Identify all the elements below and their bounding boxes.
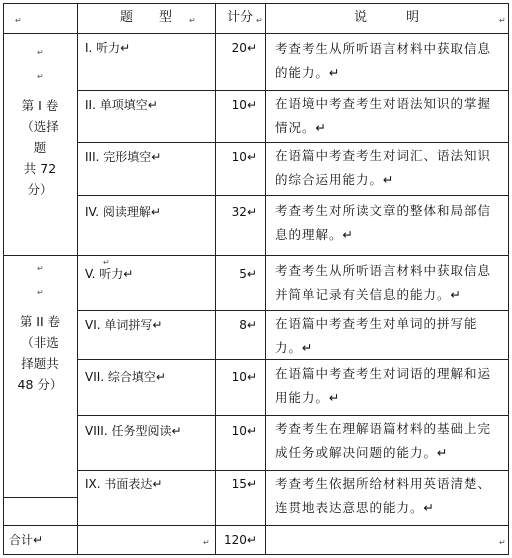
row-6-score: 8↵ bbox=[239, 318, 257, 332]
row-4-score: 32↵ bbox=[231, 205, 257, 219]
total-score: 120↵ bbox=[224, 533, 257, 547]
return-mark: ↵ bbox=[15, 16, 22, 25]
row-5-score: 5↵ bbox=[239, 267, 257, 281]
section-1-line-1: 第 I 卷 bbox=[21, 98, 59, 113]
section-2-line-1: 第 II 卷 bbox=[19, 314, 61, 329]
header-description: 说 明 bbox=[353, 10, 419, 25]
row-7-type: VII. 综合填空↵ bbox=[85, 370, 166, 384]
row-9-description: 考查考生依据所给材料用英语清楚、连贯地表达意思的能力。↵ bbox=[275, 476, 492, 515]
section-2-label bbox=[3, 311, 77, 395]
return-mark: ↵ bbox=[499, 16, 506, 25]
row-3-description: 在语篇中考查考生对词汇、语法知识的综合运用能力。↵ bbox=[275, 148, 492, 187]
section-1-line-2: （选择 bbox=[21, 119, 59, 134]
return-mark: ↵ bbox=[256, 16, 263, 25]
row-8-score: 10↵ bbox=[231, 424, 257, 438]
row-1-type: I. 听力↵ bbox=[85, 41, 131, 55]
section-2-line-2: （非选 bbox=[21, 335, 59, 350]
row-5-type: V. 听力↵ bbox=[85, 267, 134, 281]
row-1-description: 考查考生从所听语言材料中获取信息的能力。↵ bbox=[275, 41, 492, 80]
row-3-score: 10↵ bbox=[231, 150, 257, 164]
row-6-type: VI. 单词拼写↵ bbox=[85, 318, 163, 332]
row-1-score: 20↵ bbox=[231, 41, 257, 55]
row-4-type: IV. 阅读理解↵ bbox=[85, 205, 161, 219]
row-9-score: 15↵ bbox=[231, 477, 257, 491]
row-8-description: 考查考生在理解语篇材料的基础上完成任务或解决问题的能力。↵ bbox=[275, 421, 492, 460]
row-5-description: 考查考生从所听语言材料中获取信息并简单记录有关信息的能力。↵ bbox=[275, 263, 492, 302]
row-6-description: 在语篇中考查考生对单词的拼写能力。↵ bbox=[275, 316, 478, 355]
return-mark: ↵ bbox=[189, 16, 196, 25]
return-mark: ↵ bbox=[37, 72, 44, 81]
row-8-type: VIII. 任务型阅读↵ bbox=[85, 424, 182, 438]
header-type: 题 型 bbox=[119, 10, 172, 25]
row-9-type: IX. 书面表达↵ bbox=[85, 477, 163, 491]
row-2-type: II. 单项填空↵ bbox=[85, 98, 158, 112]
section-1-line-4: 共 72 bbox=[23, 161, 57, 176]
row-2-score: 10↵ bbox=[231, 98, 257, 112]
row-3-type: III. 完形填空↵ bbox=[85, 150, 162, 164]
section-2-line-4: 48 分） bbox=[17, 377, 63, 392]
section-2-line-3: 择题共 bbox=[21, 356, 59, 371]
return-mark: ↵ bbox=[37, 288, 44, 297]
total-label: 合计↵ bbox=[9, 533, 44, 547]
row-4-description: 考查考生对所读文章的整体和局部信息的理解。↵ bbox=[275, 203, 492, 242]
return-mark: ↵ bbox=[103, 258, 110, 267]
section-1-line-3: 题 bbox=[33, 140, 47, 155]
return-mark: ↵ bbox=[203, 538, 210, 547]
return-mark: ↵ bbox=[37, 48, 44, 57]
row-2-description: 在语境中考查考生对语法知识的掌握情况。↵ bbox=[275, 96, 492, 135]
header-score: 计分 bbox=[226, 10, 253, 25]
row-7-description: 在语篇中考查考生对词语的理解和运用能力。↵ bbox=[275, 366, 492, 405]
section-1-line-5: 分） bbox=[27, 182, 53, 197]
section-1-label bbox=[3, 95, 77, 200]
row-7-score: 10↵ bbox=[231, 370, 257, 384]
exam-structure-table bbox=[3, 3, 509, 555]
return-mark: ↵ bbox=[499, 538, 506, 547]
return-mark: ↵ bbox=[37, 264, 44, 273]
